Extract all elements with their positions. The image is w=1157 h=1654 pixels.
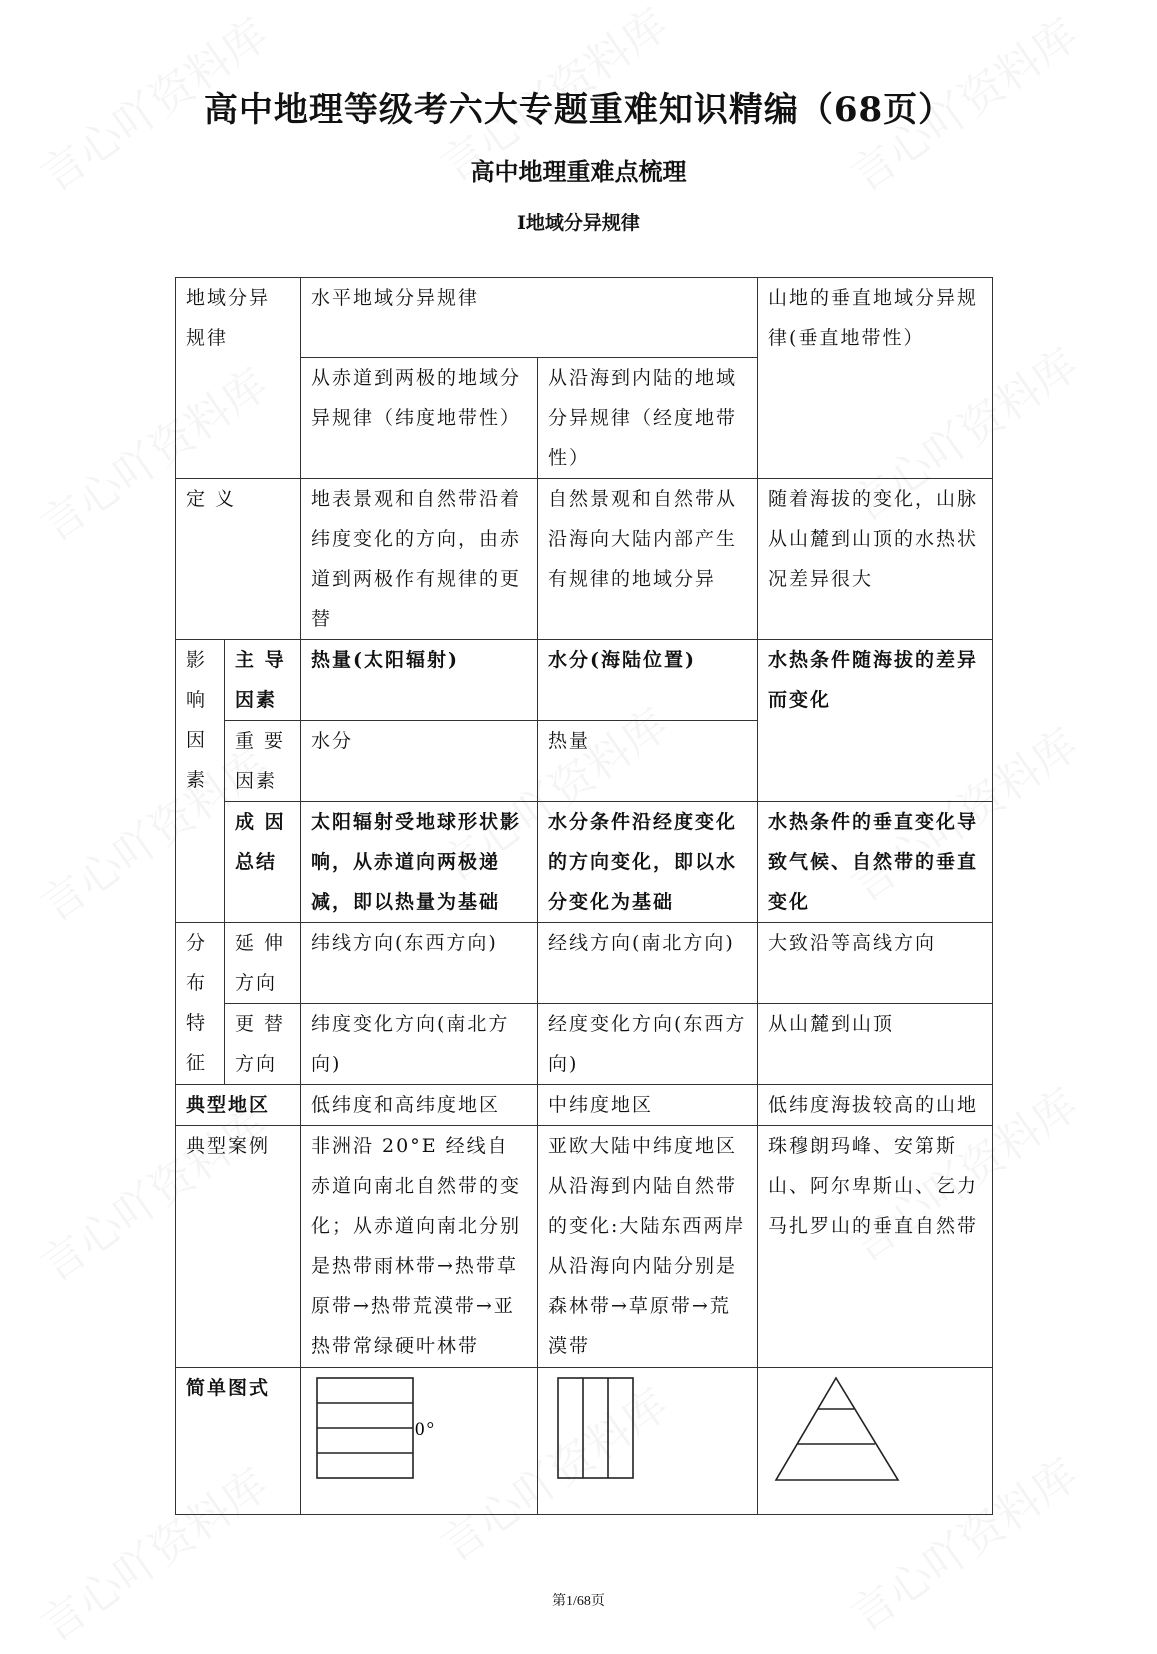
extend-direction-vertical: 大致沿等高线方向 <box>758 923 993 1004</box>
typical-region-vertical: 低纬度海拔较高的山地 <box>758 1085 993 1126</box>
definition-latitudinal: 地表景观和自然带沿着纬度变化的方向，由赤道到两极作有规律的更替 <box>301 479 538 640</box>
typical-region-longitudinal: 中纬度地区 <box>538 1085 758 1126</box>
typical-case-label: 典型案例 <box>176 1126 301 1368</box>
typical-case-vertical: 珠穆朗玛峰、安第斯山、阿尔卑斯山、乞力马扎罗山的垂直自然带 <box>758 1126 993 1368</box>
header-latitudinal-cell: 从赤道到两极的地域分异规律（纬度地带性） <box>301 358 538 479</box>
header-vertical-cell: 山地的垂直地域分异规律(垂直地带性） <box>758 278 993 479</box>
page-number: 第1/68页 <box>552 1594 605 1609</box>
distribution-label: 分布特征 <box>176 923 225 1085</box>
cause-latitudinal: 太阳辐射受地球形状影响，从赤道向两极递减，即以热量为基础 <box>301 802 538 923</box>
diagram-latitudinal-cell <box>301 1368 538 1515</box>
factors-label: 影响因素 <box>176 640 225 923</box>
page-title: 高中地理等级考六大专题重难知识精编（68页） <box>203 90 954 130</box>
vertical-zones-diagram <box>758 1368 992 1500</box>
zonation-table <box>175 277 993 1515</box>
equator-label: 0° <box>415 1419 437 1440</box>
cause-longitudinal: 水分条件沿经度变化的方向变化，即以水分变化为基础 <box>538 802 758 923</box>
mountain-triangle <box>776 1378 898 1480</box>
typical-case-latitudinal: 非洲沿 20°E 经线自赤道向南北自然带的变化；从赤道向南北分别是热带雨林带→热带草原带→热带荒漠带→亚热带常绿硬叶林带 <box>301 1126 538 1368</box>
diagram-longitudinal-cell <box>538 1368 758 1515</box>
main-factor-latitudinal: 热量(太阳辐射) <box>301 640 538 721</box>
main-factor-vertical: 水热条件随海拔的差异而变化 <box>758 640 993 802</box>
page-subtitle: 高中地理重难点梳理 <box>470 157 687 186</box>
extend-direction-label: 延 伸方向 <box>225 923 301 1004</box>
cause-vertical: 水热条件的垂直变化导致气候、自然带的垂直变化 <box>758 802 993 923</box>
alternation-direction-label: 更 替方向 <box>225 1004 301 1085</box>
extend-direction-longitudinal: 经线方向(南北方向) <box>538 923 758 1004</box>
latitudinal-zones-diagram <box>301 1368 537 1500</box>
alternation-direction-vertical: 从山麓到山顶 <box>758 1004 993 1085</box>
header-left-cell: 地域分异规律 <box>176 278 301 479</box>
important-factor-latitudinal: 水分 <box>301 721 538 802</box>
section-title: Ⅰ地域分异规律 <box>517 212 640 234</box>
diagram-vertical-cell <box>758 1368 993 1515</box>
alternation-direction-longitudinal: 经度变化方向(东西方向) <box>538 1004 758 1085</box>
typical-region-label: 典型地区 <box>176 1085 301 1126</box>
diagram-label: 简单图式 <box>176 1368 301 1515</box>
header-horizontal-cell: 水平地域分异规律 <box>301 278 758 358</box>
typical-region-latitudinal: 低纬度和高纬度地区 <box>301 1085 538 1126</box>
header-longitudinal-cell: 从沿海到内陆的地域分异规律（经度地带性） <box>538 358 758 479</box>
extend-direction-latitudinal: 纬线方向(东西方向) <box>301 923 538 1004</box>
definition-vertical: 随着海拔的变化，山脉从山麓到山顶的水热状况差异很大 <box>758 479 993 640</box>
main-factor-longitudinal: 水分(海陆位置) <box>538 640 758 721</box>
longitudinal-zones-diagram <box>538 1368 757 1500</box>
definition-label: 定 义 <box>176 479 301 640</box>
important-factor-label: 重 要因素 <box>225 721 301 802</box>
alternation-direction-latitudinal: 纬度变化方向(南北方向) <box>301 1004 538 1085</box>
zones-box <box>558 1378 633 1478</box>
typical-case-longitudinal: 亚欧大陆中纬度地区从沿海到内陆自然带的变化:大陆东西两岸从沿海向内陆分别是森林带→草原带→荒漠带 <box>538 1126 758 1368</box>
cause-label: 成 因总结 <box>225 802 301 923</box>
important-factor-longitudinal: 热量 <box>538 721 758 802</box>
definition-longitudinal: 自然景观和自然带从沿海向大陆内部产生有规律的地域分异 <box>538 479 758 640</box>
main-factor-label: 主 导因素 <box>225 640 301 721</box>
